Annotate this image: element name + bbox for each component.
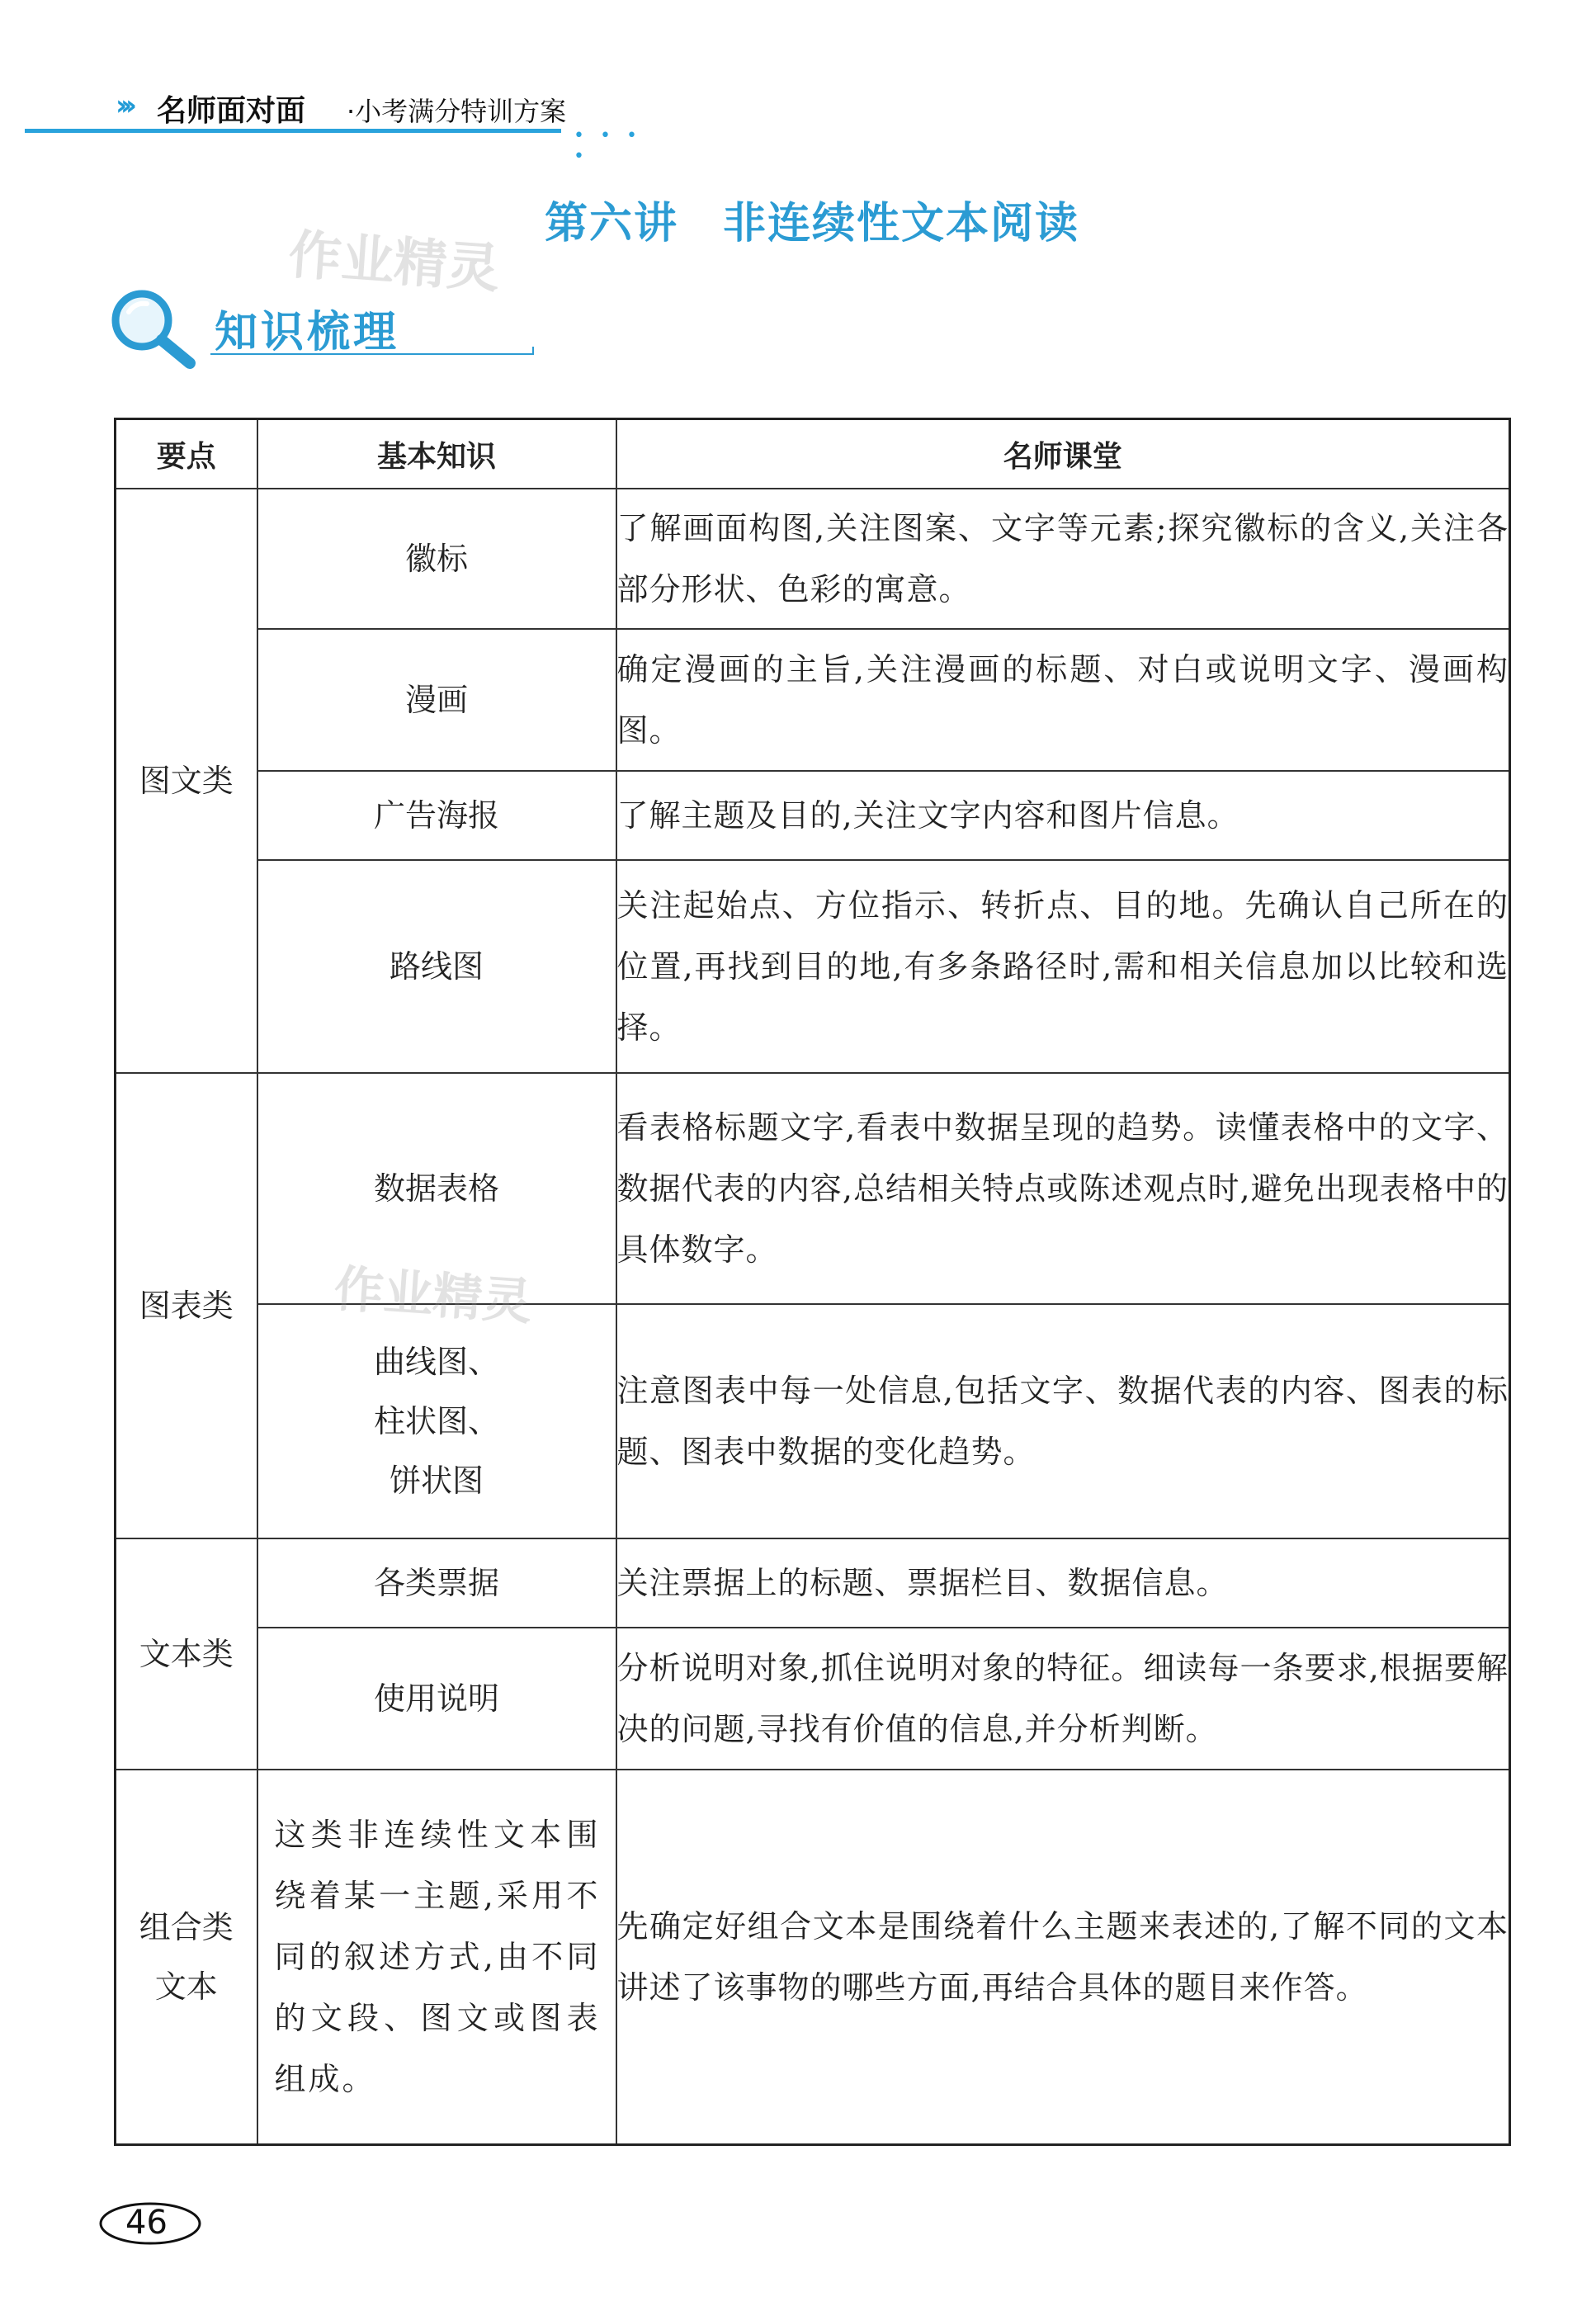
basic-cell: 路线图: [257, 860, 616, 1073]
lesson-title: 第六讲 非连续性文本阅读: [545, 198, 1080, 248]
page-number: [97, 2199, 203, 2247]
header-separator: ·: [347, 96, 356, 127]
desc-cell: 注意图表中每一处信息,包括文字、数据代表的内容、图表的标题、图表中数据的变化趋势。: [616, 1304, 1510, 1538]
desc-cell: 先确定好组合文本是围绕着什么主题来表述的,了解不同的文本讲述了该事物的哪些方面,再结合具体的题目来作答。: [616, 1770, 1510, 2144]
category-cell: 文本类: [116, 1538, 257, 1770]
table-row: [116, 1538, 1510, 1628]
header-rule: [25, 129, 561, 133]
category-cell: [116, 1770, 257, 2144]
section-underline: [210, 347, 534, 355]
table-row: [116, 771, 1510, 860]
category-cell: 图文类: [116, 489, 257, 1073]
basic-cell: 这类非连续性文本围绕着某一主题,采用不同的叙述方式,由不同的文段、图文或图表组成。: [257, 1770, 616, 2144]
double-chevron-icon: ›››: [116, 89, 131, 122]
basic-cell: [257, 1304, 616, 1538]
category-cell: 图表类: [116, 1073, 257, 1538]
basic-cell: 漫画: [257, 629, 616, 771]
table-row: [116, 1628, 1510, 1770]
category-line: 组合类: [139, 1908, 234, 1945]
basic-cell: 广告海报: [257, 771, 616, 860]
basic-cell: 各类票据: [257, 1538, 616, 1628]
section-heading: [107, 281, 454, 371]
watermark: 作业精灵: [332, 1259, 534, 1332]
watermark: 作业精灵: [286, 224, 502, 300]
column-header-teacher-class: 名师课堂: [616, 419, 1510, 489]
running-header: [25, 83, 652, 167]
page-number-text: 46: [125, 2204, 168, 2242]
table-row: [116, 1770, 1510, 2144]
category-line: 文本: [154, 1968, 218, 2005]
header-subtitle: [347, 91, 566, 129]
header-subtitle-text: 小考满分特训方案: [355, 96, 567, 127]
basic-line: 曲线图、: [373, 1344, 499, 1380]
basic-cell: 使用说明: [257, 1628, 616, 1770]
basic-line: 饼状图: [389, 1463, 484, 1499]
table-row: [116, 489, 1510, 629]
table-row: [116, 629, 1510, 771]
column-header-key-point: 要点: [116, 419, 257, 489]
desc-cell: 确定漫画的主旨,关注漫画的标题、对白或说明文字、漫画构图。: [616, 629, 1510, 771]
desc-cell: 看表格标题文字,看表中数据呈现的趋势。读懂表格中的文字、数据代表的内容,总结相关特点或陈述观点时,避免出现表格中的具体数字。: [616, 1073, 1510, 1304]
table-header-row: [116, 419, 1510, 489]
basic-cell: 徽标: [257, 489, 616, 629]
desc-cell: 分析说明对象,抓住说明对象的特征。细读每一条要求,根据要解决的问题,寻找有价值的信息,并分析判断。: [616, 1628, 1510, 1770]
basic-cell: 数据表格: [257, 1073, 616, 1304]
desc-cell: 了解主题及目的,关注文字内容和图片信息。: [616, 771, 1510, 860]
column-header-basic-knowledge: 基本知识: [257, 419, 616, 489]
section-title: 知识梳理: [215, 308, 400, 357]
knowledge-table: [114, 418, 1511, 2146]
magnifier-icon: [107, 287, 200, 370]
basic-line: 柱状图、: [373, 1403, 499, 1439]
header-dots: • • • •: [574, 125, 642, 167]
table-row: [116, 860, 1510, 1073]
table-row: [116, 1073, 1510, 1304]
table-row: [116, 1304, 1510, 1538]
desc-cell: 了解画面构图,关注图案、文字等元素;探究徽标的含义,关注各部分形状、色彩的寓意。: [616, 489, 1510, 629]
header-brand: 名师面对面: [157, 93, 306, 128]
desc-cell: 关注起始点、方位指示、转折点、目的地。先确认自己所在的位置,再找到目的地,有多条路径时,需和相关信息加以比较和选择。: [616, 860, 1510, 1073]
desc-cell: 关注票据上的标题、票据栏目、数据信息。: [616, 1538, 1510, 1628]
